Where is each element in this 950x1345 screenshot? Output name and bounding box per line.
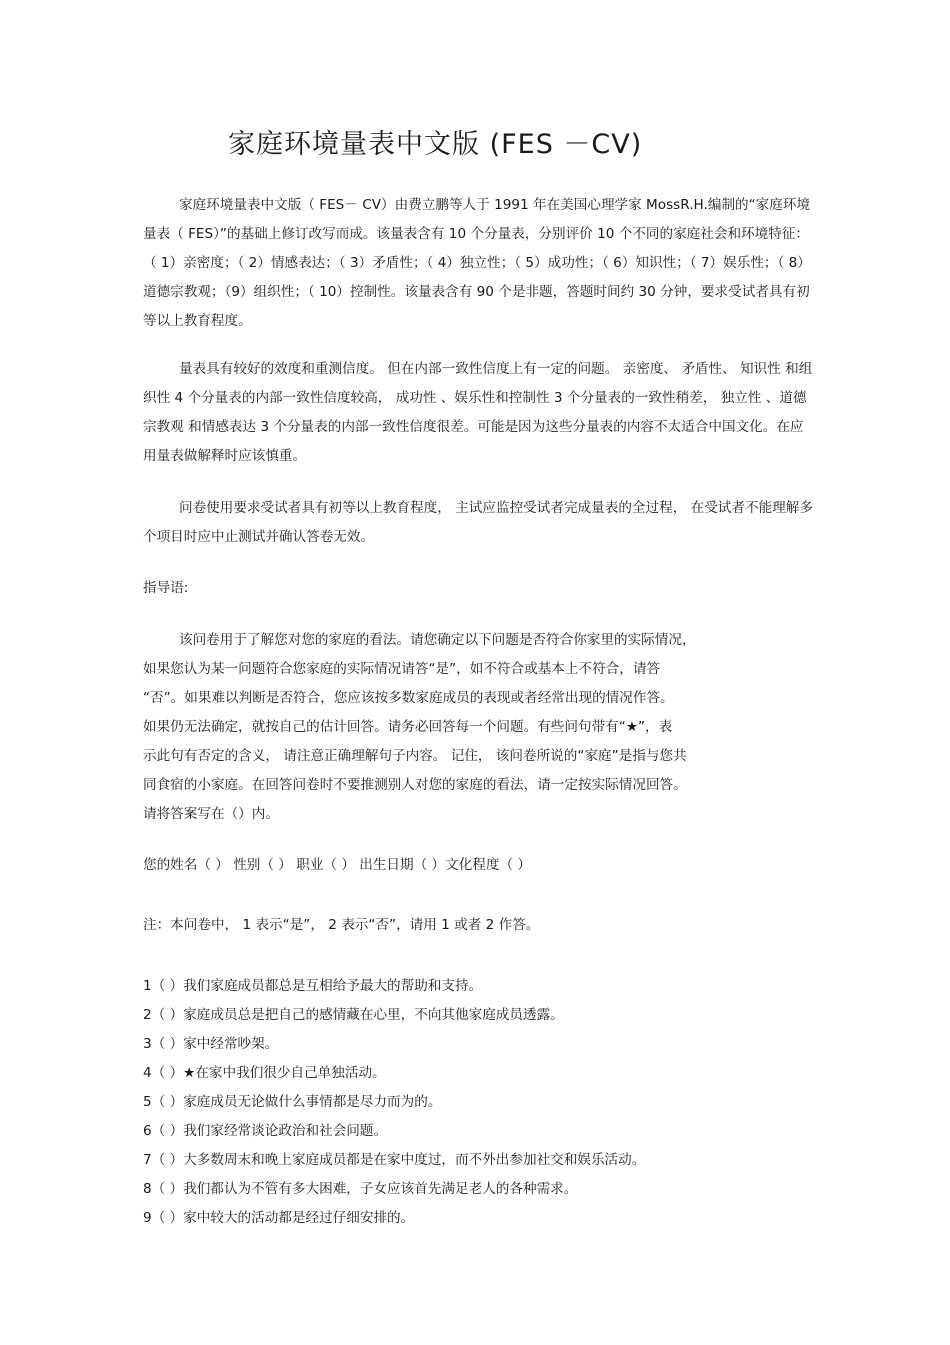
answer-note: 注：本问卷中， 1 表示“是”， 2 表示“否”，请用 1 或者 2 作答。 <box>143 917 540 933</box>
question-item: 5（ ）家庭成员无论做什么事情都是尽力而为的。 <box>143 1094 442 1110</box>
guide-line: 如果仍无法确定，就按自己的估计回答。请务必回答每一个问题。有些问句带有“★”，表 <box>143 719 673 735</box>
question-item: 7（ ）大多数周末和晚上家庭成员都是在家中度过，而不外出参加社交和娱乐活动。 <box>143 1152 646 1168</box>
question-item: 2（ ）家庭成员总是把自己的感情藏在心里，不向其他家庭成员透露。 <box>143 1007 564 1023</box>
guide-line: 该问卷用于了解您对您的家庭的看法。请您确定以下问题是否符合你家里的实际情况， <box>179 632 696 648</box>
guide-heading: 指导语: <box>143 580 189 596</box>
guide-line: 如果您认为某一问题符合您家庭的实际情况请答“是”，如不符合或基本上不符合，请答 <box>143 661 661 677</box>
intro-paragraph-2: 量表具有较好的效度和重测信度。 但在内部一致性信度上有一定的问题。 亲密度、 矛盾性、 知识性 和组织性 4 个分量表的内部一致性信度较高， 成功性 、娱乐性和控制性 3 个分量表的一致性稍差， 独立性 、道德宗教观 和情感表达 3 个分量表的内部一致性信度很差。可能是因为这些分量表的内容不太适合中国文化。在应用量表做解释时应该慎重。 <box>143 361 813 464</box>
question-item: 1（ ）我们家庭成员都总是互相给予最大的帮助和支持。 <box>143 978 483 994</box>
question-item: 3（ ）家中经常吵架。 <box>143 1036 279 1052</box>
question-item: 8（ ）我们都认为不管有多大困难，子女应该首先满足老人的各种需求。 <box>143 1181 578 1197</box>
guide-line: 示此句有否定的含义， 请注意正确理解句子内容。 记住， 该问卷所说的“家庭”是指与您共 <box>143 748 687 764</box>
intro-paragraph-1: 家庭环境量表中文版（ FES－ CV）由费立鹏等人于 1991 年在美国心理学家 MossR.H.编制的“家庭环境量表（ FES）”的基础上修订改写而成。该量表含有 10 个分量表，分别评价 10 个不同的家庭社会和环境特征：（ 1）亲密度；（ 2）情感表达；（ 3）矛盾性；（ 4）独立性；（ 5）成功性；（ 6）知识性；（ 7）娱乐性；（ 8）道德宗教观；（9）组织性；（ 10）控制性。该量表含有 90 个是非题，答题时间约 30 分钟，要求受试者具有初等以上教育程度。 <box>143 197 811 329</box>
intro-paragraph-3: 问卷使用要求受试者具有初等以上教育程度， 主试应监控受试者完成量表的全过程， 在受试者不能理解多个项目时应中止测试并确认答卷无效。 <box>143 500 813 545</box>
guide-line: 同食宿的小家庭。在回答问卷时不要推测别人对您的家庭的看法，请一定按实际情况回答。 <box>143 777 687 793</box>
question-item: 6（ ）我们家经常谈论政治和社会问题。 <box>143 1123 388 1139</box>
question-list <box>143 972 813 1233</box>
document-title: 家庭环境量表中文版 (FES －CV) <box>228 129 643 160</box>
respondent-info-line: 您的姓名（ ） 性别（ ） 职业（ ） 出生日期（ ）文化程度（ ） <box>143 857 532 873</box>
guide-line: 请将答案写在（）内。 <box>143 806 279 822</box>
question-item: 4（ ）★在家中我们很少自己单独活动。 <box>143 1065 386 1081</box>
question-item: 9（ ）家中较大的活动都是经过仔细安排的。 <box>143 1210 415 1226</box>
guide-line: “否”。如果难以判断是否符合，您应该按多数家庭成员的表现或者经常出现的情况作答。 <box>143 690 674 706</box>
guide-text <box>143 626 813 829</box>
